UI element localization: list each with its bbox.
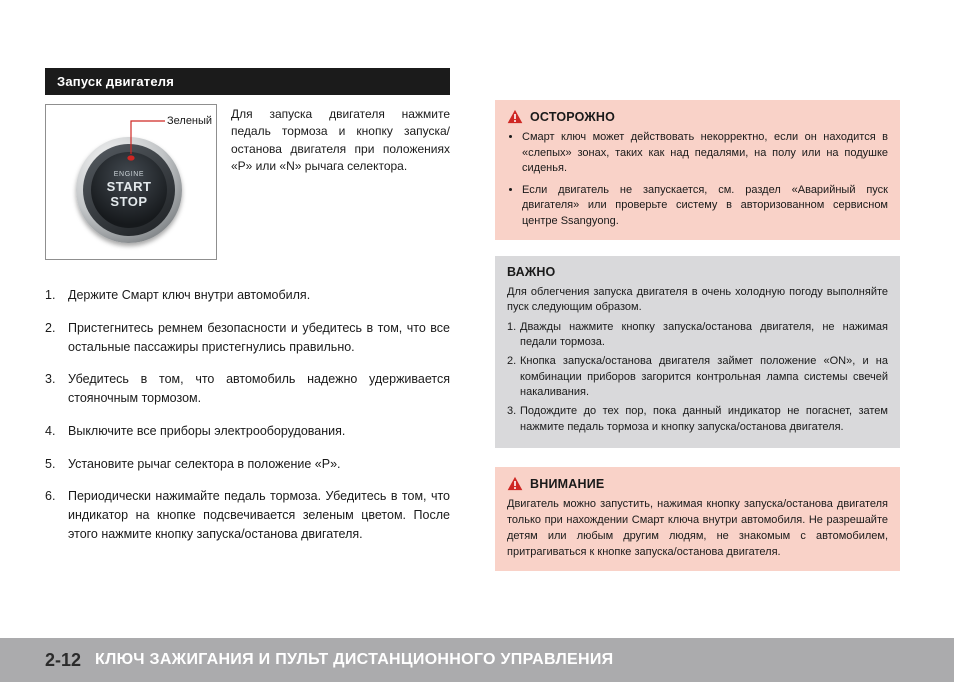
list-item: • Если двигатель не запускается, см. раздел «Аварийный пуск двигателя» или проверьте систему в авторизованном сервисном центре Ssangyong.: [522, 183, 888, 230]
important-box: [495, 256, 900, 448]
engine-start-button-ring: [83, 144, 175, 236]
chapter-title: КЛЮЧ ЗАЖИГАНИЯ И ПУЛЬТ ДИСТАНЦИОННОГО УПРАВЛЕНИЯ: [95, 651, 614, 668]
step-number: 3.: [45, 372, 56, 387]
list-item: [45, 370, 450, 408]
step-text: Выключите все приборы электрооборудования.: [68, 423, 346, 438]
caution-box: [495, 100, 900, 240]
important-intro: Для облегчения запуска двигателя в очень холодную погоду выполняйте пуск следующим образом.: [507, 285, 888, 314]
list-item: [45, 286, 450, 305]
important-title: ВАЖНО: [507, 264, 556, 279]
step-text: Периодически нажимайте педаль тормоза. Убедитесь в том, что индикатор на кнопке подсвечивается зеленым цветом. После этого нажмите кнопку запуска/останова двигателя.: [68, 489, 450, 541]
step-number: 3.: [507, 404, 517, 417]
list-item: [45, 487, 450, 543]
step-number: 5.: [45, 456, 56, 471]
warning-box: [495, 467, 900, 571]
list-item: • Смарт ключ может действовать некорректно, если он находится в «слепых» зонах, таких как над педалями, на полу или на подушке сиденья.: [522, 130, 888, 177]
list-item: [507, 320, 888, 351]
step-text: Убедитесь в том, что автомобиль надежно удерживается стояночным тормозом.: [68, 372, 450, 405]
step-text: Подождите до тех пор, пока данный индикатор не погаснет, затем нажмите педаль тормоза и кнопку запуска/останова двигателя.: [520, 404, 888, 433]
caution-title-row: [507, 109, 888, 124]
step-number: 1.: [507, 320, 517, 333]
step-text: Пристегнитесь ремнем безопасности и убедитесь в том, что все остальные пассажиры пристегнулись правильно.: [68, 320, 450, 354]
list-item: [45, 455, 450, 474]
important-title-row: [507, 265, 888, 279]
list-item: [507, 354, 888, 401]
section-header: Запуск двигателя: [45, 68, 450, 95]
left-column: [45, 68, 450, 558]
warning-title-row: [507, 476, 888, 491]
step-number: 4.: [45, 423, 56, 438]
list-item: [45, 319, 450, 357]
step-number: 1.: [45, 288, 56, 302]
step-text: Держите Смарт ключ внутри автомобиля.: [68, 288, 311, 302]
button-label-stop: STOP: [110, 193, 148, 209]
step-number: 2.: [507, 355, 517, 368]
step-number: 2.: [45, 320, 56, 335]
figure-row: [45, 104, 450, 260]
step-number: 6.: [45, 489, 56, 504]
warning-triangle-icon: [507, 476, 523, 491]
engine-start-button-face: [91, 152, 167, 228]
engine-button-figure: [45, 104, 217, 260]
warning-title: ВНИМАНИЕ: [530, 476, 605, 491]
intro-paragraph: Для запуска двигателя нажмите педаль тормоза и кнопку запуска/останова двигателя при положениях «P» или «N» рычага селектора.: [231, 107, 450, 174]
steps-list: [45, 286, 450, 544]
caution-title: ОСТОРОЖНО: [530, 109, 616, 124]
engine-start-button: [76, 137, 182, 243]
warning-triangle-icon: [507, 109, 523, 124]
step-text: Дважды нажмите кнопку запуска/останова двигателя, не нажимая педали тормоза.: [520, 320, 888, 349]
button-label-engine: ENGINE: [113, 171, 145, 179]
callout-label: Зеленый: [167, 115, 213, 127]
list-item: [507, 404, 888, 435]
page-footer: [0, 638, 954, 682]
right-column: [495, 100, 900, 571]
warning-text: Двигатель можно запустить, нажимая кнопку запуска/останова двигателя только при нахождении Смарт ключа внутри автомобиля. Не разрешайте детям или любым другим людям, не знакомым с автомобилем, притрагиваться к кнопке запуска/останова двигателя.: [507, 498, 888, 558]
step-text: Кнопка запуска/останова двигателя займет положение «ON», и на комбинации приборов загорится контрольная лампа системы свечей накаливания.: [520, 355, 888, 399]
caution-list: [507, 130, 888, 230]
button-label-start: START: [106, 179, 152, 195]
list-item: [45, 422, 450, 441]
page-number: 2-12: [45, 649, 82, 670]
step-text: Установите рычаг селектора в положение «P».: [68, 456, 341, 471]
